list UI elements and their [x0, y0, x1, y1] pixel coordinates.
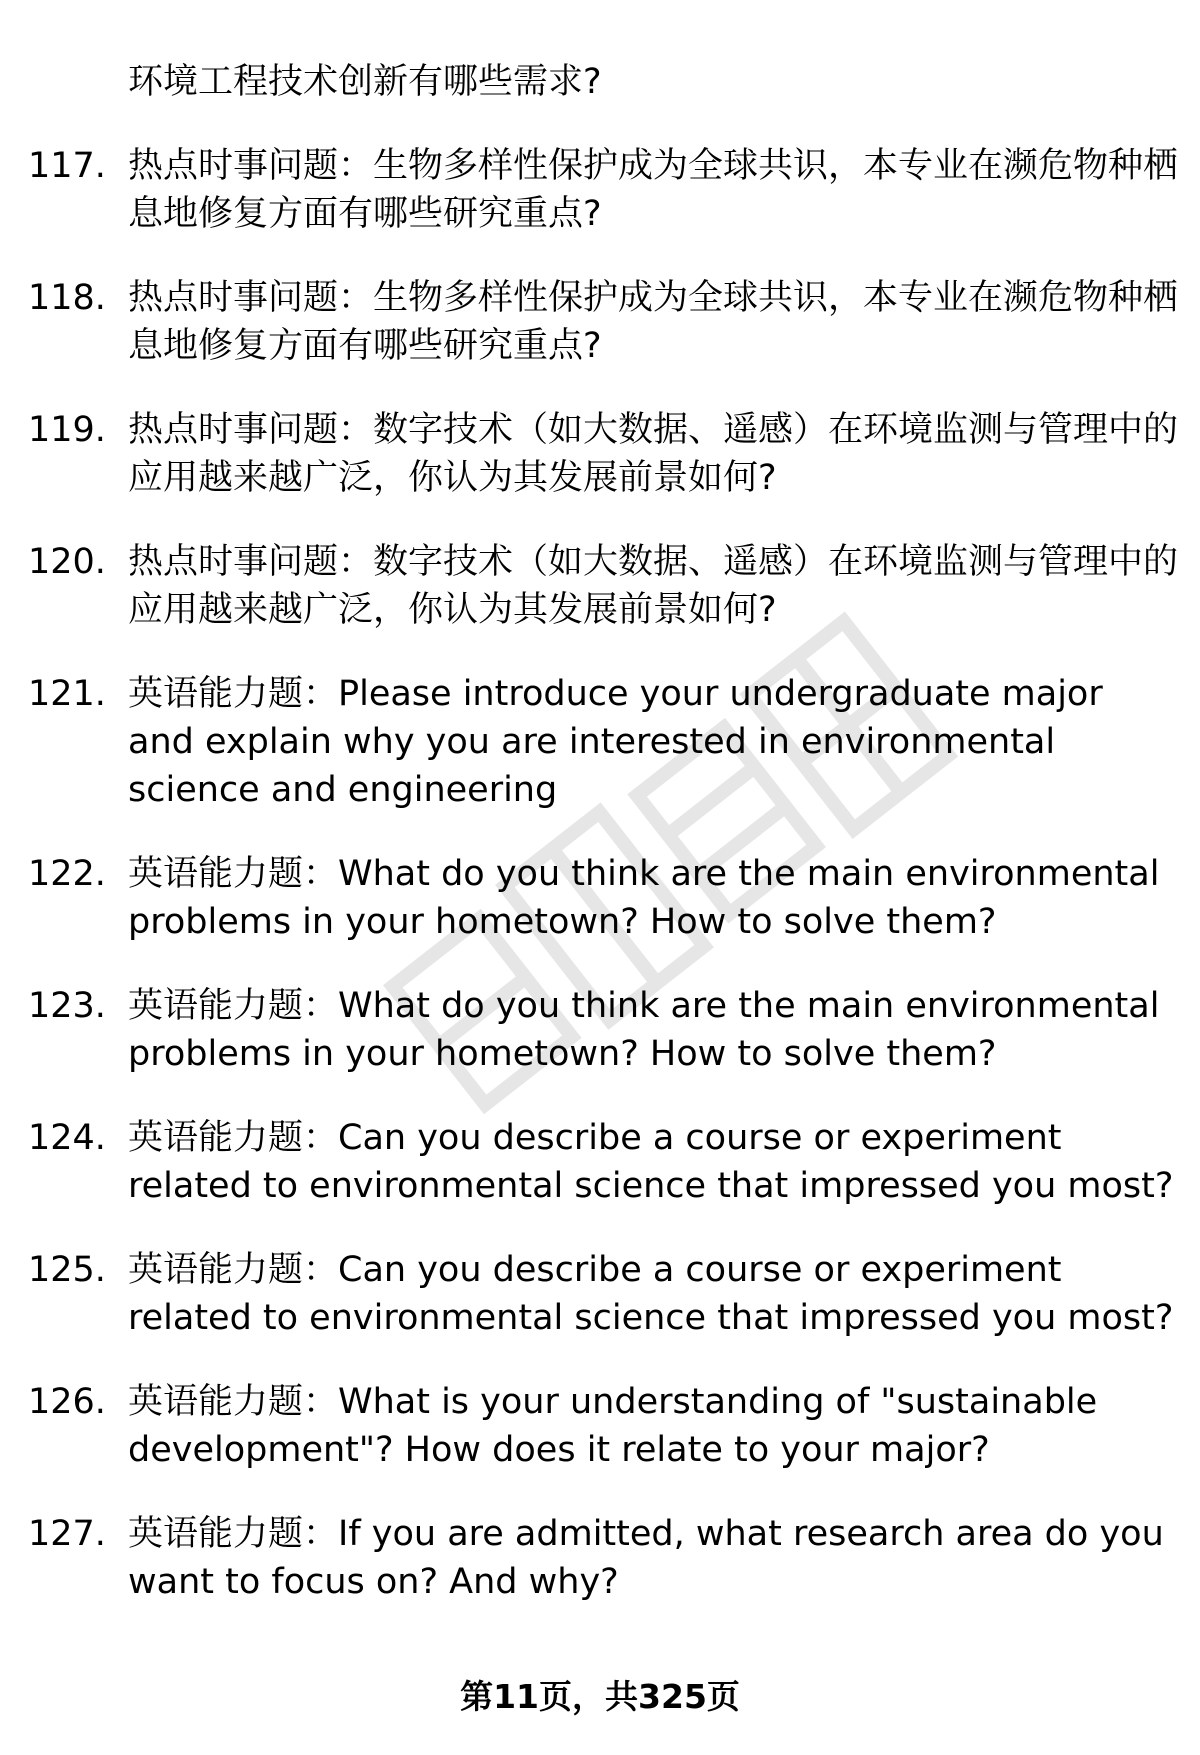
question-item — [28, 274, 1178, 370]
question-text: 英语能力题：Can you describe a course or experiment related to environmental science that impressed you most? — [128, 1250, 1174, 1338]
question-item-continuation — [28, 58, 1178, 106]
question-number: 118. — [28, 278, 106, 318]
question-number: 122. — [28, 854, 106, 894]
question-text: 英语能力题：What do you think are the main environmental problems in your hometown? How to solve them? — [128, 854, 1160, 942]
question-list — [28, 58, 1178, 1642]
question-number: 121. — [28, 674, 106, 714]
question-number: 125. — [28, 1250, 106, 1290]
question-item — [28, 1510, 1178, 1606]
question-number: 117. — [28, 146, 106, 186]
question-text: 英语能力题：What is your understanding of "sustainable development"? How does it relate to your major? — [128, 1382, 1098, 1470]
question-item — [28, 538, 1178, 634]
question-text: 英语能力题：If you are admitted, what research area do you want to focus on? And why? — [128, 1514, 1164, 1602]
question-text: 英语能力题：Please introduce your undergraduate major and explain why you are interested in environmental science and engineering — [128, 674, 1103, 810]
question-text: 热点时事问题：生物多样性保护成为全球共识，本专业在濒危物种栖息地修复方面有哪些研究重点? — [128, 278, 1179, 366]
question-text: 英语能力题：Can you describe a course or experiment related to environmental science that impressed you most? — [128, 1118, 1174, 1206]
question-number: 126. — [28, 1382, 106, 1422]
page-number-footer: 第11页，共325页 — [460, 1677, 740, 1716]
question-number: 120. — [28, 542, 106, 582]
question-item — [28, 670, 1178, 814]
question-number: 123. — [28, 986, 106, 1026]
question-number: 119. — [28, 410, 106, 450]
question-item — [28, 1114, 1178, 1210]
question-item — [28, 142, 1178, 238]
question-item — [28, 850, 1178, 946]
question-number: 127. — [28, 1514, 106, 1554]
question-item — [28, 982, 1178, 1078]
question-text: 热点时事问题：数字技术（如大数据、遥感）在环境监测与管理中的应用越来越广泛，你认为其发展前景如何? — [128, 410, 1179, 498]
question-number: 124. — [28, 1118, 106, 1158]
question-text: 英语能力题：What do you think are the main environmental problems in your hometown? How to solve them? — [128, 986, 1160, 1074]
question-item — [28, 1378, 1178, 1474]
question-text: 环境工程技术创新有哪些需求? — [128, 62, 602, 102]
question-item — [28, 1246, 1178, 1342]
question-text: 热点时事问题：数字技术（如大数据、遥感）在环境监测与管理中的应用越来越广泛，你认为其发展前景如何? — [128, 542, 1179, 630]
question-item — [28, 406, 1178, 502]
question-text: 热点时事问题：生物多样性保护成为全球共识，本专业在濒危物种栖息地修复方面有哪些研究重点? — [128, 146, 1179, 234]
